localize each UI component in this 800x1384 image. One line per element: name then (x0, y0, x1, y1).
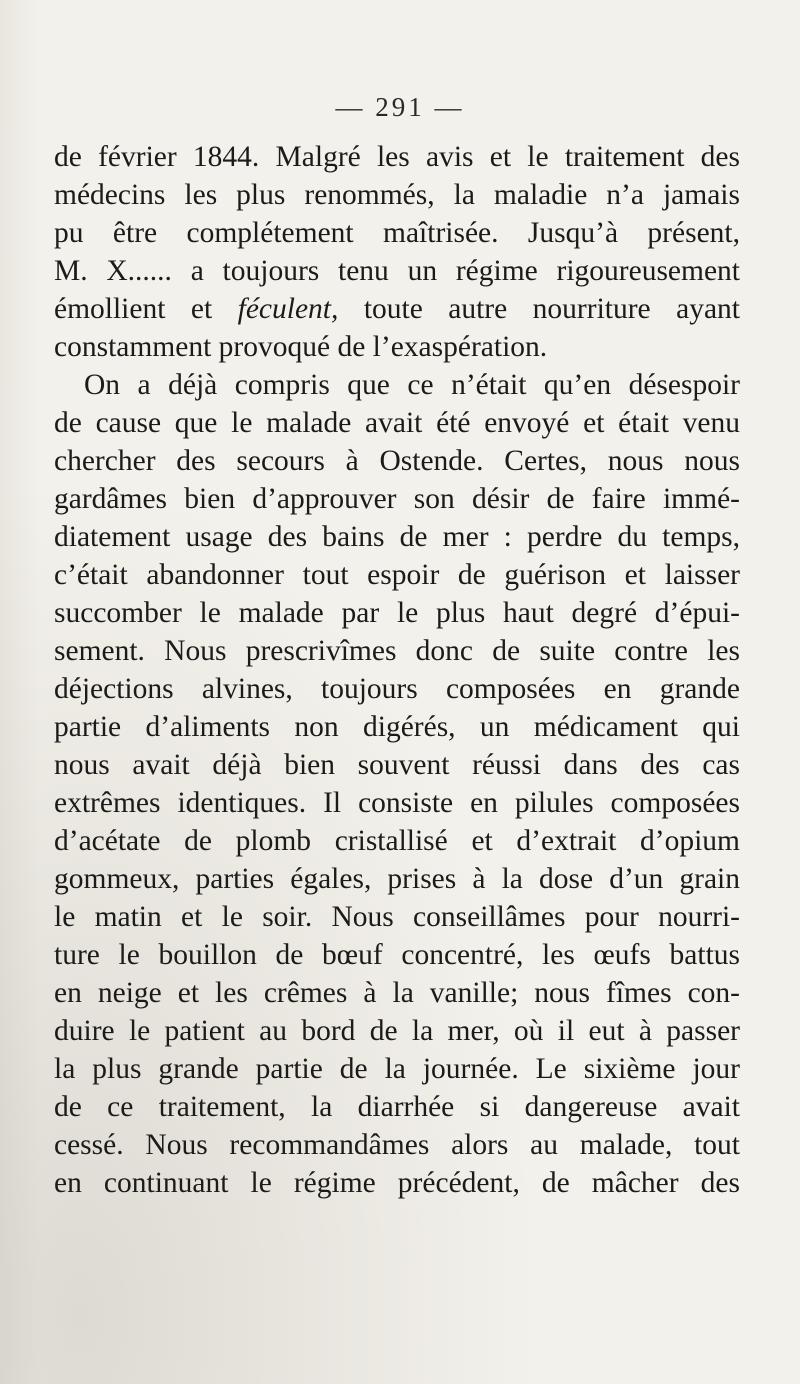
text-line: c’était abandonner tout espoir de guérison et laisser (54, 559, 740, 591)
text-line: pu être complétement maîtrisée. Jusqu’à présent, (54, 217, 740, 249)
page-number: — 291 — (335, 92, 465, 122)
text-line: de ce traitement, la diarrhée si dangereuse avait (54, 1091, 740, 1123)
text-line: médecins les plus renommés, la maladie n’a jamais (54, 179, 740, 211)
text-line: de février 1844. Malgré les avis et le traitement des (54, 141, 740, 173)
text-line: la plus grande partie de la journée. Le sixième jour (54, 1053, 740, 1085)
text-line: diatement usage des bains de mer : perdre du temps, (54, 521, 740, 553)
text-run: émollient et (54, 293, 238, 325)
body-text (54, 138, 740, 1202)
text-line: gardâmes bien d’approuver son désir de faire immé- (54, 483, 740, 515)
text-line: sement. Nous prescrivîmes donc de suite contre les (54, 635, 740, 667)
text-line: le matin et le soir. Nous conseillâmes pour nourri- (54, 901, 740, 933)
text-line: chercher des secours à Ostende. Certes, nous nous (54, 445, 740, 477)
text-run: toute autre nourriture ayant (338, 293, 740, 325)
text-line: duire le patient au bord de la mer, où il eut à passer (54, 1015, 740, 1047)
text-line: M. X...... a toujours tenu un régime rigoureusement (54, 255, 740, 287)
text-line: ture le bouillon de bœuf concentré, les œufs battus (54, 939, 740, 971)
italic-word: féculent, (237, 293, 339, 325)
paragraph-start-line: On a déjà compris que ce n’était qu’en désespoir (84, 369, 740, 401)
text-line: en continuant le régime précédent, de mâcher des (54, 1167, 740, 1199)
text-line: succomber le malade par le plus haut degré d’épui- (54, 597, 740, 629)
text-line: de cause que le malade avait été envoyé et était venu (54, 407, 740, 439)
text-line: en neige et les crêmes à la vanille; nous fîmes con- (54, 977, 740, 1009)
text-line: gommeux, parties égales, prises à la dose d’un grain (54, 863, 740, 895)
text-line: cessé. Nous recommandâmes alors au malade, tout (54, 1129, 740, 1161)
text-line: partie d’aliments non digérés, un médicament qui (54, 711, 740, 743)
text-line: extrêmes identiques. Il consiste en pilules composées (54, 787, 740, 819)
paragraph-end-line: constamment provoqué de l’exaspération. (54, 331, 548, 363)
text-line: d’acétate de plomb cristallisé et d’extrait d’opium (54, 825, 740, 857)
text-line: nous avait déjà bien souvent réussi dans des cas (54, 749, 740, 781)
text-line: déjections alvines, toujours composées en grande (54, 673, 740, 705)
text-line (54, 290, 740, 328)
